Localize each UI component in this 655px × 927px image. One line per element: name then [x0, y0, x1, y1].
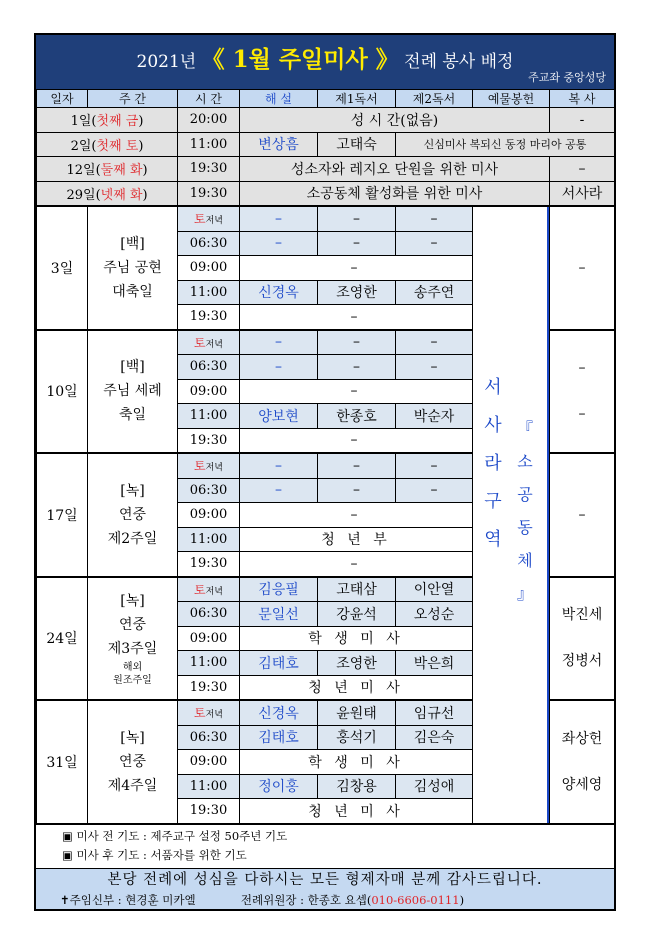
reader-1: 김창용	[318, 774, 396, 799]
altar-server: 박진세	[561, 607, 603, 624]
date-weekday: 첫째 금	[96, 114, 139, 130]
evening-label: 저녁	[205, 710, 223, 721]
phone-number: 010-6606-0111	[371, 892, 460, 907]
date-number: 29일(	[66, 187, 101, 203]
feast-name	[88, 700, 178, 823]
special-time: 19:30	[178, 157, 240, 182]
mass-time	[178, 577, 240, 602]
special-description: 성 시 간(없음)	[240, 108, 550, 133]
offering-bracket-char: 『	[516, 419, 533, 438]
saturday-tag: 토	[194, 212, 206, 227]
mass-time: 09:00	[178, 256, 240, 281]
mass-note: 청 년 미 사	[240, 675, 473, 700]
date-weekday: 첫째 토	[96, 138, 139, 154]
offering-group-char: 구	[484, 491, 502, 512]
mass-time: 06:30	[178, 355, 240, 380]
reader-1: 고태삼	[318, 577, 396, 602]
date-close: )	[138, 114, 144, 130]
reader-2: –	[396, 206, 473, 231]
mass-time	[178, 330, 240, 355]
mass-time: 19:30	[178, 428, 240, 453]
commentator: 양보현	[240, 404, 318, 429]
mass-time: 11:00	[178, 651, 240, 676]
mass-time: 06:30	[178, 725, 240, 750]
column-header: 시 간	[178, 90, 240, 108]
mass-time: 09:00	[178, 626, 240, 651]
altar-server: –	[578, 406, 586, 423]
table-row	[37, 108, 615, 133]
offering-divider	[547, 207, 549, 823]
altar-server: –	[578, 360, 586, 377]
evening-label: 저녁	[205, 463, 223, 474]
feast-extra: 해외	[122, 662, 143, 674]
date-weekday: 넷째 화	[100, 187, 143, 203]
feast-line: 제4주일	[107, 777, 158, 794]
reader-2: –	[396, 478, 473, 503]
reader-1: 조영한	[318, 651, 396, 676]
commentator: –	[240, 231, 318, 256]
commentator: 김응필	[240, 577, 318, 602]
commentator: –	[240, 206, 318, 231]
altar-server: –	[578, 259, 586, 276]
reader-2: –	[396, 453, 473, 478]
reader-2: 오성순	[396, 602, 473, 627]
mass-note: –	[240, 256, 473, 281]
title-open-bracket: 《	[201, 46, 225, 73]
commentator: 문일선	[240, 602, 318, 627]
feast-line: 연중	[118, 506, 147, 523]
commentator: 김태호	[240, 725, 318, 750]
date-number: 1일(	[70, 114, 97, 130]
altar-servers	[550, 577, 615, 701]
feast-line: 축일	[118, 407, 147, 424]
saturday-tag: 토	[194, 335, 206, 350]
feast-name	[88, 453, 178, 577]
reader-1: –	[318, 453, 396, 478]
mass-time: 19:30	[178, 799, 240, 824]
special-time: 19:30	[178, 181, 240, 206]
table-row	[37, 157, 615, 182]
offering-bracket-char: 소	[517, 452, 533, 471]
mass-note: 청 년 부	[240, 527, 473, 552]
mass-time: 19:30	[178, 305, 240, 330]
special-date	[37, 132, 178, 157]
offering-group-char: 서	[484, 377, 502, 398]
column-header: 일자	[37, 90, 88, 108]
reader-1: 고태숙	[318, 132, 396, 157]
evening-label: 저녁	[205, 586, 223, 597]
assignment-table	[36, 89, 615, 824]
offering-bracket-char: 동	[517, 518, 533, 537]
mass-note: –	[240, 305, 473, 330]
liturgy-chair: 전례위원장 : 한종호 요셉(	[240, 892, 372, 907]
mass-time: 06:30	[178, 231, 240, 256]
mass-time: 19:30	[178, 675, 240, 700]
reader-1: 윤원태	[318, 700, 396, 725]
special-description: 성소자와 레지오 단원을 위한 미사	[240, 157, 550, 182]
mass-note: –	[240, 379, 473, 404]
note-before-mass: ▣ 미사 전 기도 : 제주교구 설정 50주년 기도	[62, 828, 288, 843]
commentator: –	[240, 355, 318, 380]
evening-label: 저녁	[205, 216, 223, 227]
offering-bracket-char: 체	[517, 551, 533, 570]
feast-line: [녹]	[120, 482, 145, 499]
title-year: 2021년	[136, 52, 197, 72]
special-time: 20:00	[178, 108, 240, 133]
table-row	[37, 90, 615, 108]
mass-time: 11:00	[178, 404, 240, 429]
reader-2: 박순자	[396, 404, 473, 429]
reader-1: –	[318, 355, 396, 380]
reader-2: 김성애	[396, 774, 473, 799]
reader-2: 박은희	[396, 651, 473, 676]
feast-extra: 원조주일	[113, 675, 152, 687]
table-row	[37, 181, 615, 206]
offering-bracket-char: 공	[517, 485, 533, 504]
column-header: 제1독서	[318, 90, 396, 108]
feast-name	[88, 206, 178, 330]
column-header: 주 간	[88, 90, 178, 108]
mass-time: 11:00	[178, 774, 240, 799]
mass-time	[178, 700, 240, 725]
reader-2: –	[396, 231, 473, 256]
altar-server: 정병서	[561, 653, 603, 670]
feast-line: [백]	[120, 235, 145, 252]
saturday-tag: 토	[194, 582, 206, 597]
sunday-date: 24일	[37, 577, 88, 701]
reader-2: 김은숙	[396, 725, 473, 750]
date-number: 12일(	[66, 163, 101, 179]
title-close-bracket: 》	[375, 46, 399, 73]
reader-1: –	[318, 231, 396, 256]
evening-label: 저녁	[205, 339, 223, 350]
mass-time: 09:00	[178, 379, 240, 404]
sunday-date: 17일	[37, 453, 88, 577]
altar-servers	[550, 330, 615, 454]
offering-group	[483, 369, 503, 559]
pastor-name: ✝주임신부 : 현경훈 미카엘	[60, 892, 196, 907]
commentator: 변상흠	[240, 132, 318, 157]
title-bar	[36, 35, 614, 89]
title-month-text: 1월 주일미사	[232, 46, 368, 73]
mass-note: –	[240, 503, 473, 528]
reader-2: –	[396, 330, 473, 355]
mass-time: 19:30	[178, 552, 240, 577]
title-rest: 전례 봉사 배정	[404, 52, 514, 72]
offering-assignment	[473, 206, 550, 823]
mass-time	[178, 206, 240, 231]
feast-line: 연중	[118, 617, 147, 634]
date-close: )	[142, 187, 148, 203]
commentator: 신경옥	[240, 700, 318, 725]
altar-servers	[550, 700, 615, 823]
altar-server: –	[550, 157, 615, 182]
title-month	[202, 46, 399, 73]
saturday-tag: 토	[194, 459, 206, 474]
footer	[36, 891, 614, 909]
column-header: 복 사	[550, 90, 615, 108]
feast-line: [녹]	[120, 729, 145, 746]
special-date	[37, 108, 178, 133]
feast-line: [녹]	[120, 593, 145, 610]
altar-server: 좌상헌	[561, 730, 603, 747]
commentator: –	[240, 330, 318, 355]
saturday-tag: 토	[194, 706, 206, 721]
table-row	[37, 206, 615, 231]
mass-time	[178, 453, 240, 478]
date-close: )	[142, 163, 148, 179]
feast-line: 주님 세례	[103, 383, 162, 400]
commentator: –	[240, 453, 318, 478]
sunday-date: 3일	[37, 206, 88, 330]
commentator: 김태호	[240, 651, 318, 676]
commentator: 신경옥	[240, 280, 318, 305]
reader-2: 송주연	[396, 280, 473, 305]
column-header: 해 설	[240, 90, 318, 108]
mass-time: 06:30	[178, 478, 240, 503]
special-date	[37, 181, 178, 206]
column-header: 예물봉헌	[473, 90, 550, 108]
feast-name	[88, 577, 178, 701]
offering-group-char: 사	[484, 415, 502, 436]
altar-server: –	[578, 506, 586, 523]
offering-bracket-char: 』	[516, 584, 533, 603]
schedule-sheet	[34, 33, 616, 911]
reader-1: –	[318, 478, 396, 503]
feast-line: 주님 공현	[103, 259, 162, 276]
altar-server: 양세영	[561, 776, 603, 793]
reader-2: –	[396, 355, 473, 380]
reader-1: 조영한	[318, 280, 396, 305]
feast-line: [백]	[120, 359, 145, 376]
mass-time: 11:00	[178, 280, 240, 305]
table-row	[37, 132, 615, 157]
mass-note: 학 생 미 사	[240, 626, 473, 651]
commentator: 정이홍	[240, 774, 318, 799]
altar-servers	[550, 206, 615, 330]
reader-1: 강윤석	[318, 602, 396, 627]
column-header: 제2독서	[396, 90, 473, 108]
date-weekday: 둘째 화	[100, 163, 143, 179]
mass-note: 청 년 미 사	[240, 799, 473, 824]
mass-time: 09:00	[178, 503, 240, 528]
sunday-date: 31일	[37, 700, 88, 823]
reader-1: –	[318, 330, 396, 355]
offering-group-char: 역	[484, 529, 502, 550]
reader-1: 한종호	[318, 404, 396, 429]
altar-server: 서사라	[550, 181, 615, 206]
offering-bracket	[513, 412, 537, 610]
special-time: 11:00	[178, 132, 240, 157]
reader-1: 홍석기	[318, 725, 396, 750]
date-number: 2일(	[70, 138, 97, 154]
mass-time: 09:00	[178, 750, 240, 775]
note-after-mass: ▣ 미사 후 기도 : 서품자를 위한 기도	[62, 847, 247, 862]
feast-line: 제2주일	[107, 530, 158, 547]
mass-note: –	[240, 428, 473, 453]
altar-servers	[550, 453, 615, 577]
commentator: –	[240, 478, 318, 503]
feast-line: 제3주일	[107, 641, 158, 658]
reader-2: 이안열	[396, 577, 473, 602]
reader-2: 임규선	[396, 700, 473, 725]
special-description: 소공동체 활성화를 위한 미사	[240, 181, 550, 206]
footer-close: )	[459, 892, 465, 907]
reader-1: –	[318, 206, 396, 231]
feast-name	[88, 330, 178, 454]
special-description: 신심미사 복되신 동정 마리아 공통	[396, 132, 615, 157]
offering-group-char: 라	[484, 453, 502, 474]
mass-note: –	[240, 552, 473, 577]
thanks-message: 본당 전례에 성심을 다하시는 모든 형제자매 분께 감사드립니다.	[36, 868, 614, 891]
feast-line: 대축일	[112, 283, 153, 300]
mass-time: 11:00	[178, 527, 240, 552]
mass-note: 학 생 미 사	[240, 750, 473, 775]
feast-line: 연중	[118, 753, 147, 770]
mass-time: 06:30	[178, 602, 240, 627]
parish-name: 주교좌 중앙성당	[528, 71, 606, 84]
prayer-notes	[36, 824, 614, 868]
special-date	[37, 157, 178, 182]
sunday-date: 10일	[37, 330, 88, 454]
altar-server: -	[550, 108, 615, 133]
date-close: )	[138, 138, 144, 154]
